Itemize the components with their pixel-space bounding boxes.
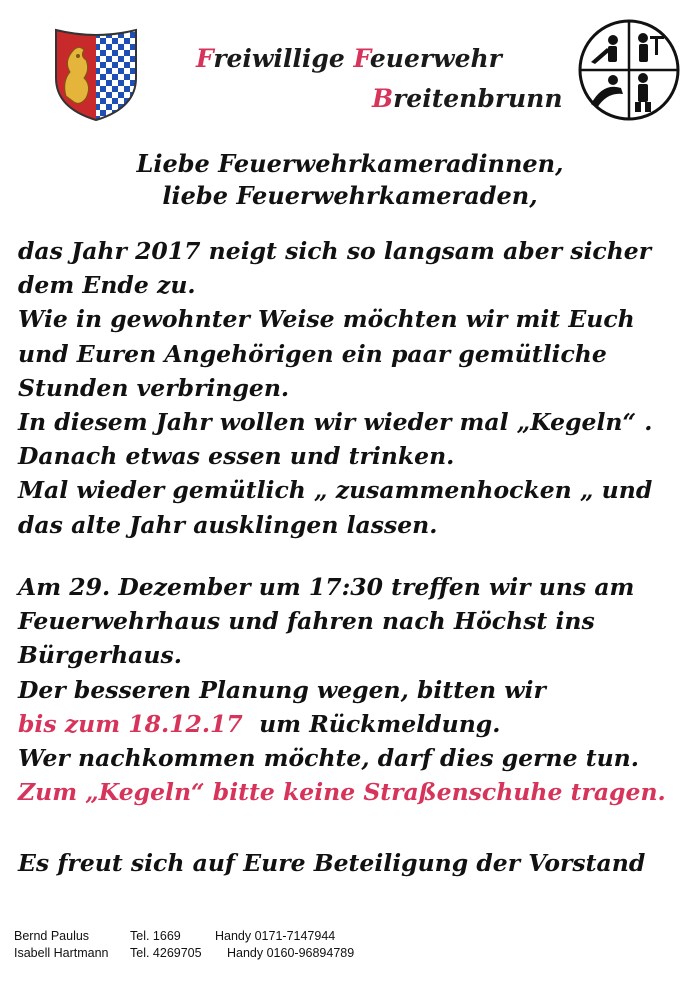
text-line: und Euren Angehörigen ein paar gemütliche (18, 339, 607, 368)
contact-tel: Tel. 1669 (130, 929, 181, 943)
paragraph-intro (18, 234, 688, 542)
closing-line: Es freut sich auf Eure Beteiligung der Vorstand (18, 849, 646, 877)
text-line: Stunden verbringen. (18, 373, 290, 402)
greeting-line: Liebe Feuerwehrkameradinnen, (136, 149, 564, 178)
text-line: Wer nachkommen möchte, darf dies gerne tun. (18, 744, 639, 773)
text-line: dem Ende zu. (18, 271, 196, 300)
contact-handy: Handy 0160-96894789 (227, 946, 355, 960)
title-text: reitenbrunn (393, 84, 563, 113)
coat-of-arms-icon (52, 26, 140, 122)
text-line: Wie in gewohnter Weise möchten wir mit Euch (18, 305, 635, 334)
title-cap: F (353, 44, 370, 73)
text-line: das alte Jahr ausklingen lassen. (18, 510, 438, 539)
contact-tel: Tel. 4269705 (130, 946, 202, 960)
greeting-line: liebe Feuerwehrkameraden, (162, 181, 538, 210)
text-line: Bürgerhaus. (18, 641, 182, 670)
deadline-highlight: bis zum 18.12.17 (18, 709, 243, 738)
text-line: In diesem Jahr wollen wir wieder mal „Kegeln“ . (18, 408, 653, 437)
title-cap: B (372, 84, 394, 113)
deadline-rest: um Rückmeldung. (259, 709, 501, 738)
text-line: das Jahr 2017 neigt sich so langsam aber sicher (18, 237, 652, 265)
deadline-line (18, 707, 688, 741)
title-line-1 (196, 44, 502, 73)
contact-name: Isabell Hartmann (14, 946, 109, 960)
title-line-2 (372, 84, 563, 113)
title-text: euerwehr (369, 44, 502, 73)
text-line: Der besseren Planung wegen, bitten wir (18, 675, 546, 704)
text-line: Feuerwehrhaus und fahren nach Höchst ins (18, 607, 595, 636)
firefighter-emblem-icon (577, 18, 681, 122)
contact-handy: Handy 0171-7147944 (215, 929, 336, 943)
text-line: Am 29. Dezember um 17:30 treffen wir uns am (18, 573, 635, 601)
greeting (0, 148, 700, 212)
title-text: reiwillige (213, 44, 354, 73)
paragraph-event (18, 570, 688, 809)
text-line: Mal wieder gemütlich „ zusammenhocken „ und (18, 476, 653, 505)
shoes-notice: Zum „Kegeln“ bitte keine Straßenschuhe tragen. (18, 778, 666, 807)
contact-name: Bernd Paulus (14, 929, 90, 943)
title-cap: F (196, 44, 214, 73)
text-line: Danach etwas essen und trinken. (18, 442, 455, 471)
